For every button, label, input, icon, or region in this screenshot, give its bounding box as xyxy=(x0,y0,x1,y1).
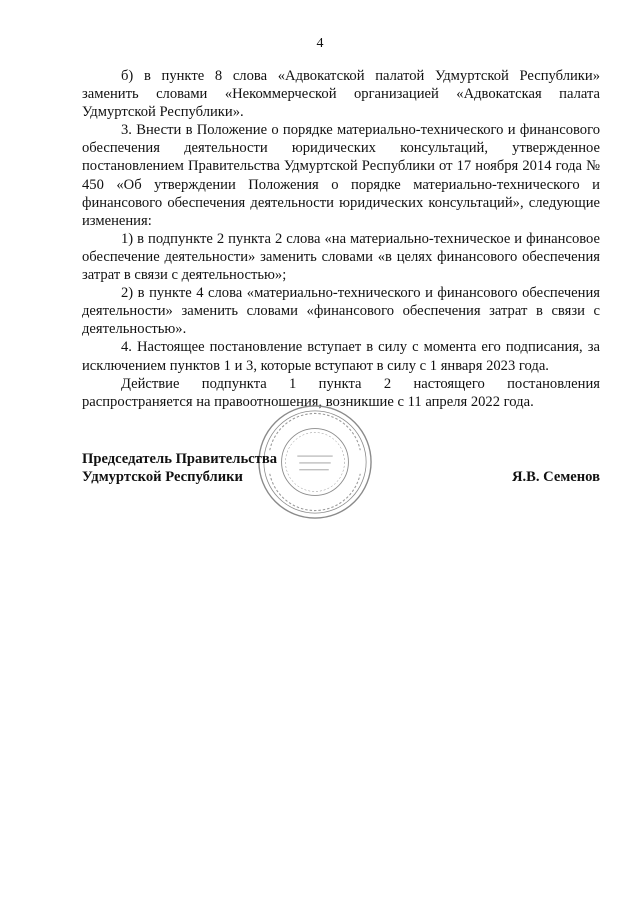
paragraph-2: 3. Внести в Положение о порядке материально-технического и финансового обеспечения деятельности юридических консультаций, утвержденное постановлением Правительства Удмуртской Республики от 17 ноября 2014 года № 450 «Об утверждении Положения о порядке материально-технического и финансового обеспечения деятельности юридических консультаций», следующие изменения: xyxy=(82,122,600,229)
paragraph-4: 2) в пункте 4 слова «материально-технического и финансового обеспечения деятельности» заменить словами «финансового обеспечения затрат в связи с деятельностью». xyxy=(82,285,600,338)
paragraph-5: 4. Настоящее постановление вступает в силу с момента его подписания, за исключением пунктов 1 и 3, которые вступают в силу с 1 января 2023 года. xyxy=(82,339,600,374)
position-line-1: Председатель Правительства xyxy=(82,451,278,467)
position-line-2: Удмуртской Республики xyxy=(82,469,243,485)
paragraph-3: 1) в подпункте 2 пункта 2 слова «на материально-техническое и финансовое обеспечение деятельности» заменить словами «в целях финансового обеспечения затрат в связи с деятельностью»; xyxy=(82,230,600,284)
document-body xyxy=(82,67,600,411)
paragraph-1: б) в пункте 8 слова «Адвокатской палатой Удмуртской Республики» заменить словами «Некоммерческой организацией «Адвокатская палата Удмуртской Республики». xyxy=(82,68,600,121)
paragraph-6: Действие подпункта 1 пункта 2 настоящего постановления распространяется на правоотношения, возникшие с 11 апреля 2022 года. xyxy=(82,375,600,410)
signature-block xyxy=(82,450,600,486)
page-number: 4 xyxy=(316,36,324,51)
signatory-name: Я.В. Семенов xyxy=(511,469,600,485)
